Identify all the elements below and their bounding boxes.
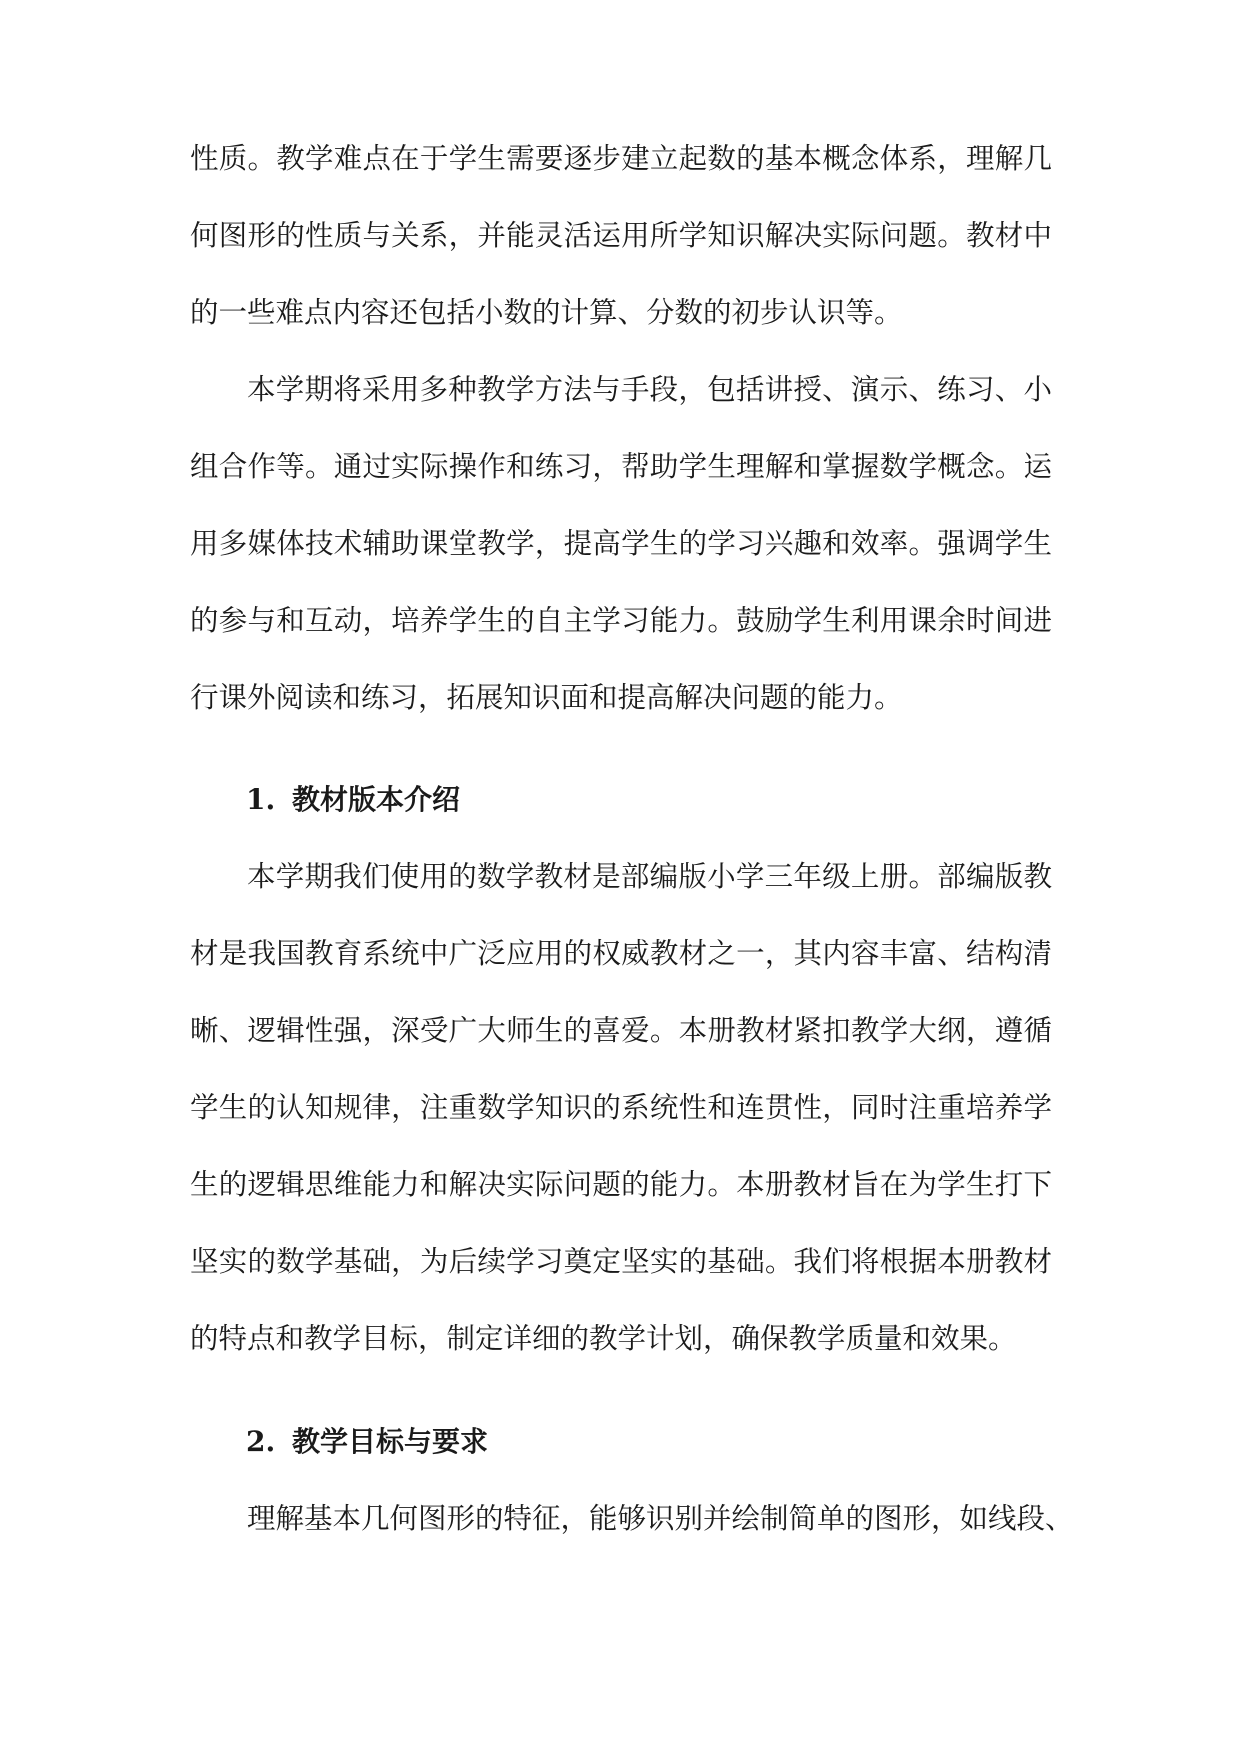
text-line: 学生的认知规律，注重数学知识的系统性和连贯性，同时注重培养学 [190,1091,1052,1124]
text-line: 晰、逻辑性强，深受广大师生的喜爱。本册教材紧扣教学大纲，遵循 [190,1014,1052,1047]
section-number: 1. [246,783,276,816]
text-line: 组合作等。通过实际操作和练习，帮助学生理解和掌握数学概念。运 [190,450,1052,483]
text-line: 何图形的性质与关系，并能灵活运用所学知识解决实际问题。教材中 [190,219,1052,252]
text-line: 的一些难点内容还包括小数的计算、分数的初步认识等。 [190,296,903,329]
paragraph-textbook [190,858,1052,1358]
text-line: 生的逻辑思维能力和解决实际问题的能力。本册教材旨在为学生打下 [190,1168,1052,1201]
text-line: 坚实的数学基础，为后续学习奠定坚实的基础。我们将根据本册教材 [190,1245,1052,1278]
text-line: 本学期我们使用的数学教材是部编版小学三年级上册。部编版教 [247,860,1052,893]
section-number: 2. [246,1425,276,1458]
text-line: 的参与和互动，培养学生的自主学习能力。鼓励学生利用课余时间进 [190,604,1052,637]
text-line: 用多媒体技术辅助课堂教学，提高学生的学习兴趣和效率。强调学生 [190,527,1052,560]
paragraph-methods [190,371,1052,717]
section-heading-goals [190,1423,488,1461]
section-heading-textbook [190,781,460,819]
text-line: 性质。教学难点在于学生需要逐步建立起数的基本概念体系，理解几 [190,142,1052,175]
section-title: 教材版本介绍 [292,783,461,816]
paragraph-difficulties [190,140,1052,332]
section-title: 教学目标与要求 [292,1425,489,1458]
text-line: 行课外阅读和练习，拓展知识面和提高解决问题的能力。 [190,681,903,714]
text-line: 材是我国教育系统中广泛应用的权威教材之一，其内容丰富、结构清 [190,937,1052,970]
text-line: 理解基本几何图形的特征，能够识别并绘制简单的图形，如线段、 [247,1502,1074,1535]
paragraph-goals [190,1500,1074,1538]
text-line: 本学期将采用多种教学方法与手段，包括讲授、演示、练习、小 [247,373,1052,406]
text-line: 的特点和教学目标，制定详细的教学计划，确保教学质量和效果。 [190,1322,1017,1355]
